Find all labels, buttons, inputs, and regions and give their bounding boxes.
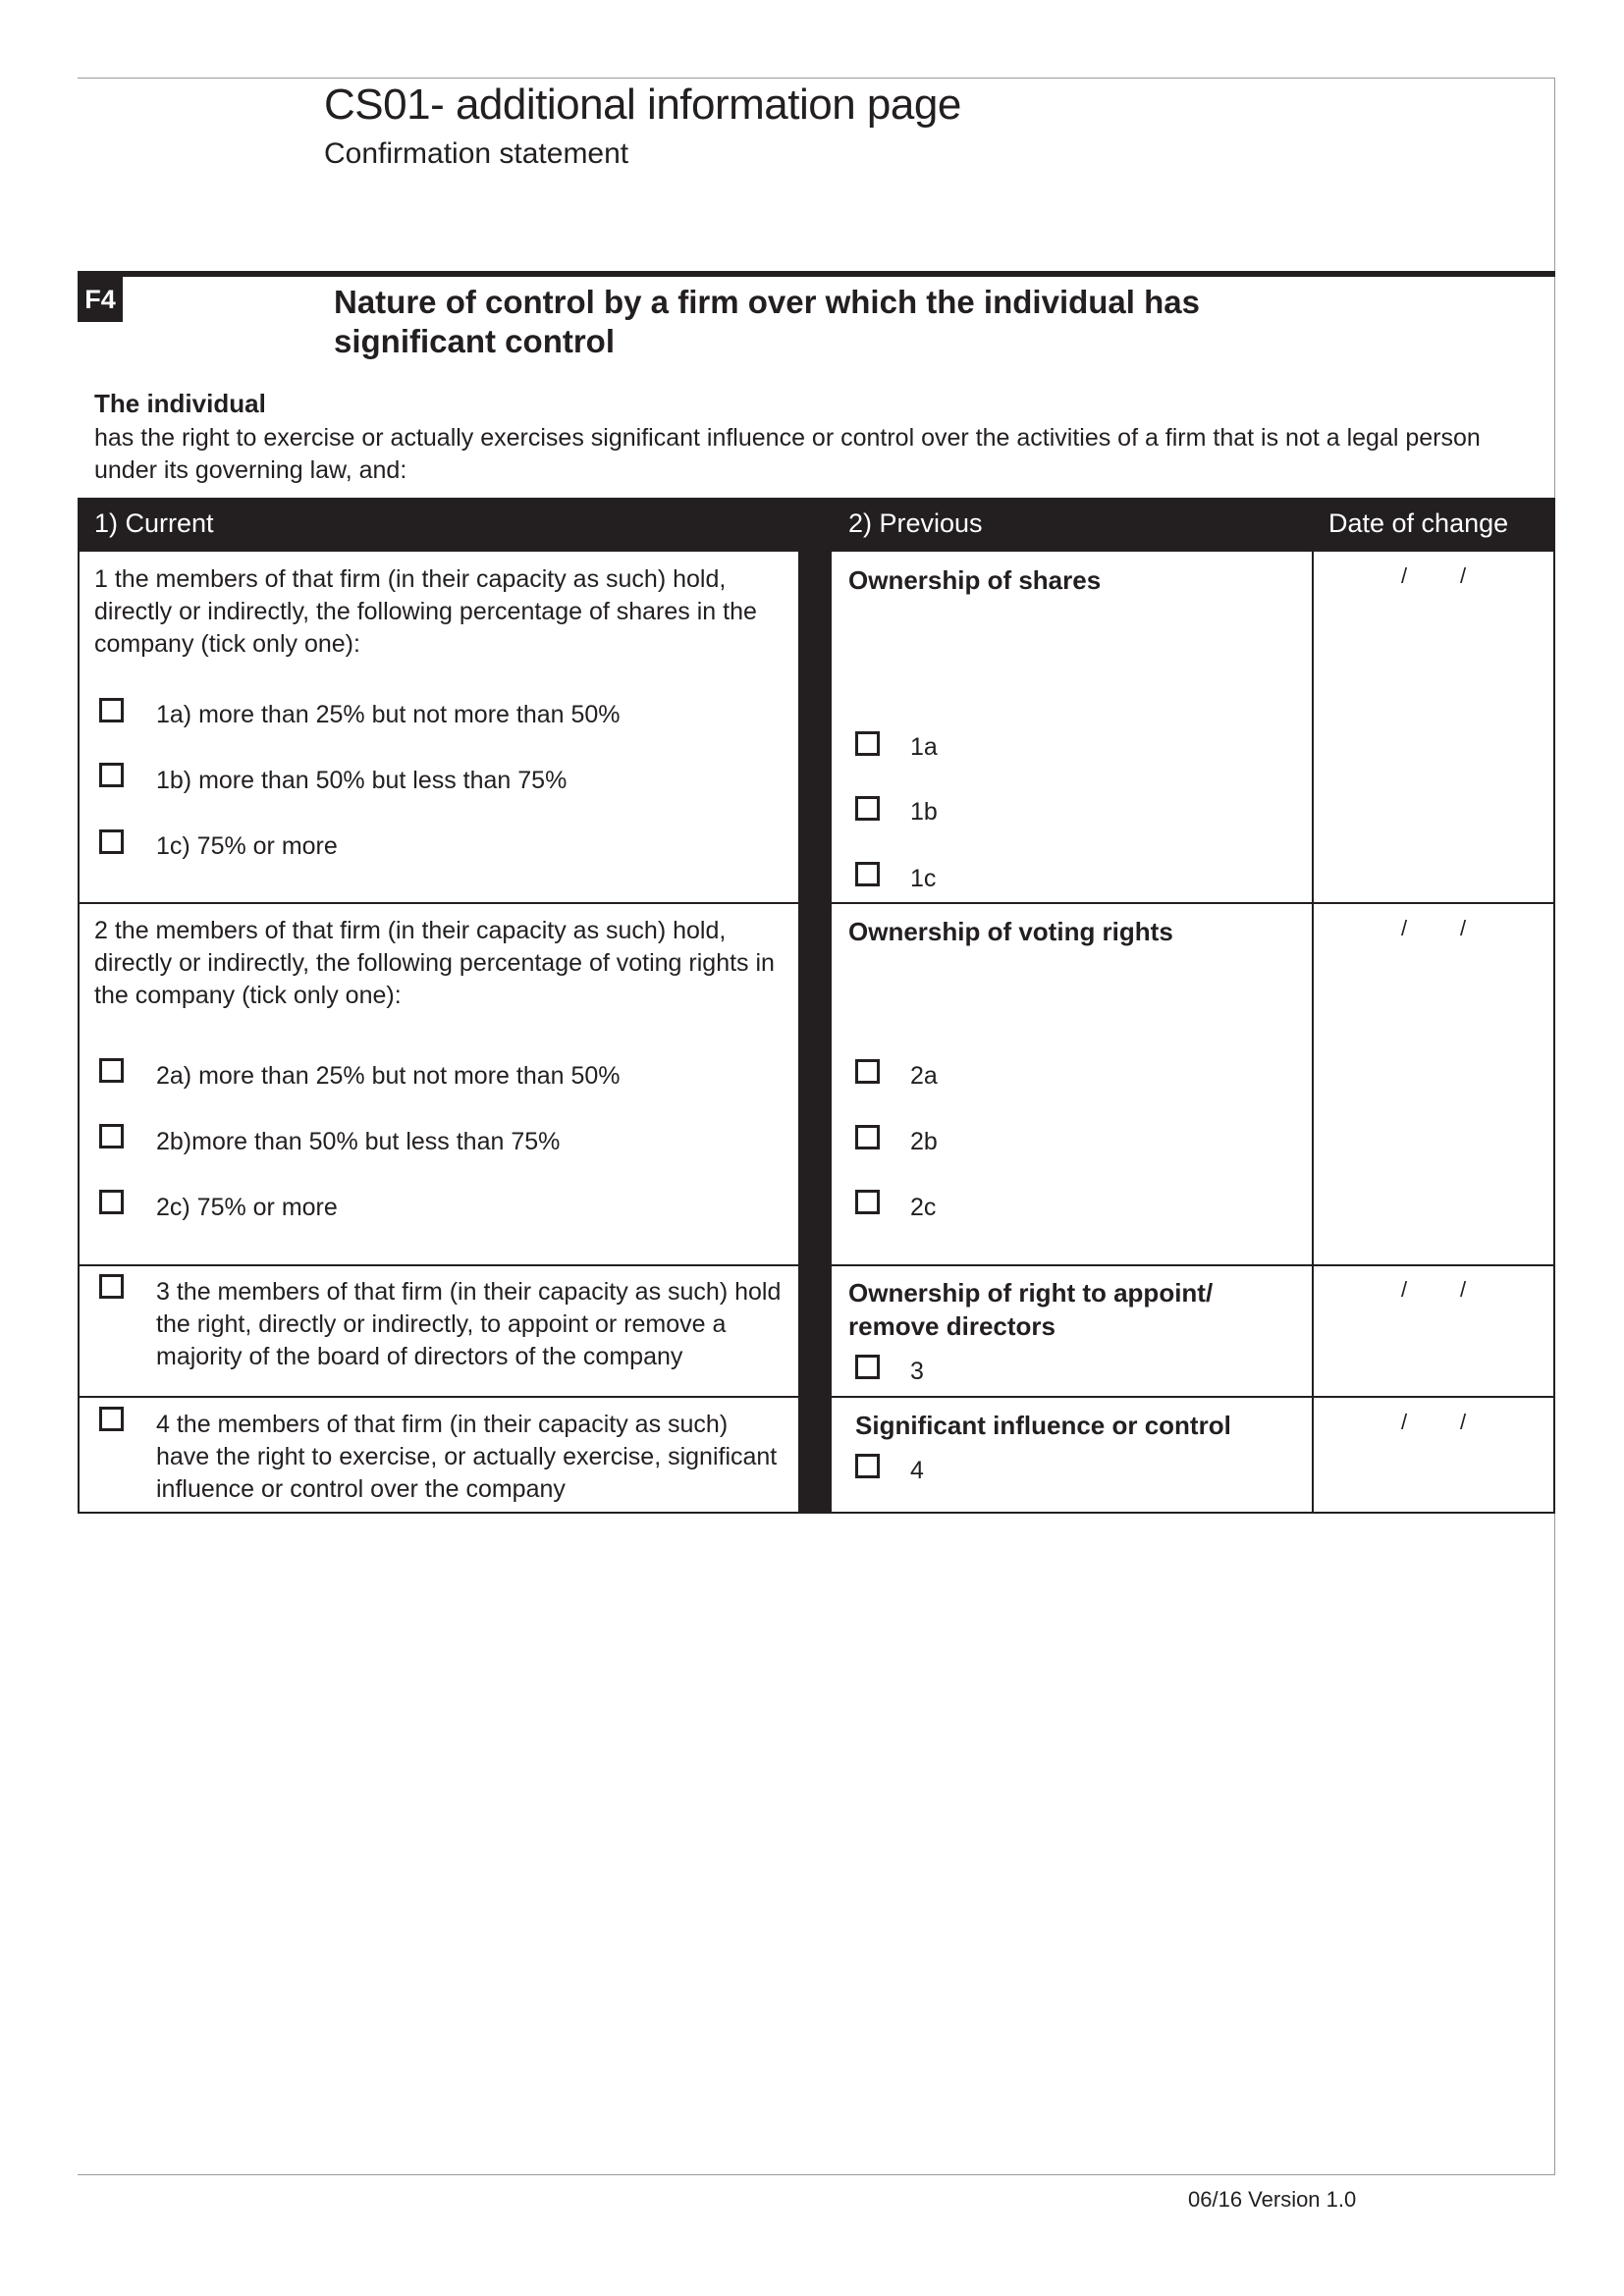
row-1-description: 1 the members of that firm (in their capacity as such) hold, directly or indirectly, the following percentage of shares in the company (tick only one): <box>94 565 757 658</box>
checkbox-2c-previous[interactable] <box>855 1190 880 1214</box>
row-3-description: 3 the members of that firm (in their capacity as such) hold the right, directly or indirectly, to appoint or remove a majority of the board of directors of the company <box>156 1278 782 1370</box>
option-label-1a: 1a) more than 25% but not more than 50% <box>156 701 621 728</box>
column-header-date-of-change: Date of change <box>1328 508 1509 538</box>
checkbox-3-previous[interactable] <box>855 1355 880 1379</box>
row-divider <box>78 1396 1555 1398</box>
checkbox-4-current[interactable] <box>99 1407 124 1431</box>
option-label-2b: 2b)more than 50% but less than 75% <box>156 1128 561 1155</box>
option-label-2a: 2a) more than 25% but not more than 50% <box>156 1062 621 1090</box>
date-separator-day-month: / <box>1401 563 1408 588</box>
column-header-current: 1) Current <box>94 508 214 538</box>
row-4-description: 4 the members of that firm (in their capacity as such) have the right to exercise, or actually exercise, significant influence or control over the company <box>156 1411 778 1503</box>
row-2-description: 2 the members of that firm (in their capacity as such) hold, directly or indirectly, the following percentage of voting rights in the company (tick only one): <box>94 917 775 1009</box>
section-badge: F4 <box>78 277 123 322</box>
row-1-previous-heading: Ownership of shares <box>848 565 1102 595</box>
document-title: CS01- additional information page <box>324 80 961 129</box>
intro-label: The individual <box>94 389 266 418</box>
document-subtitle: Confirmation statement <box>324 137 629 170</box>
checkbox-2b-current[interactable] <box>99 1124 124 1148</box>
previous-label-1b: 1b <box>910 798 938 826</box>
row-2-previous-heading: Ownership of voting rights <box>848 917 1173 946</box>
intro-text: has the right to exercise or actually exercises significant influence or control over the activities of a firm that is not a legal person under its governing law, and: <box>94 424 1481 484</box>
previous-label-2a: 2a <box>910 1062 938 1090</box>
checkbox-2c-current[interactable] <box>99 1190 124 1214</box>
row-divider <box>78 902 1555 904</box>
checkbox-1a-current[interactable] <box>99 698 124 722</box>
checkbox-3-current[interactable] <box>99 1274 124 1299</box>
page-frame-bottom <box>78 2174 1555 2175</box>
previous-label-2c: 2c <box>910 1194 937 1221</box>
date-separator-month-year: / <box>1460 1277 1467 1302</box>
table-border-bottom <box>78 1512 1555 1514</box>
page-frame-top <box>78 78 1555 79</box>
checkbox-1b-previous[interactable] <box>855 796 880 821</box>
column-header-previous: 2) Previous <box>848 508 983 538</box>
date-column-divider <box>1312 552 1314 1514</box>
date-separator-day-month: / <box>1401 916 1408 940</box>
previous-label-1a: 1a <box>910 733 938 761</box>
option-label-1b: 1b) more than 50% but less than 75% <box>156 767 568 794</box>
checkbox-1b-current[interactable] <box>99 763 124 787</box>
date-separator-day-month: / <box>1401 1410 1408 1434</box>
table-border-left <box>78 552 80 1514</box>
option-label-1c: 1c) 75% or more <box>156 832 338 860</box>
previous-label-2b: 2b <box>910 1128 938 1155</box>
row-divider <box>78 1264 1555 1266</box>
row-3-previous-heading: Ownership of right to appoint/ remove directors <box>848 1278 1214 1341</box>
checkbox-4-previous[interactable] <box>855 1454 880 1478</box>
checkbox-1a-previous[interactable] <box>855 731 880 756</box>
previous-label-1c: 1c <box>910 865 937 892</box>
option-label-2c: 2c) 75% or more <box>156 1194 338 1221</box>
checkbox-2b-previous[interactable] <box>855 1125 880 1149</box>
checkbox-2a-previous[interactable] <box>855 1059 880 1084</box>
date-separator-month-year: / <box>1460 1410 1467 1434</box>
row-4-previous-heading: Significant influence or control <box>855 1411 1231 1440</box>
table-border-right <box>1553 552 1555 1514</box>
checkbox-1c-current[interactable] <box>99 829 124 854</box>
checkbox-1c-previous[interactable] <box>855 862 880 886</box>
date-separator-month-year: / <box>1460 563 1467 588</box>
footer-version: 06/16 Version 1.0 <box>1188 2187 1357 2212</box>
section-heading: Nature of control by a firm over which the individual has significant control <box>334 284 1200 359</box>
date-separator-day-month: / <box>1401 1277 1408 1302</box>
previous-label-4: 4 <box>910 1457 924 1484</box>
section-divider <box>78 271 1555 277</box>
checkbox-2a-current[interactable] <box>99 1058 124 1083</box>
date-separator-month-year: / <box>1460 916 1467 940</box>
column-spine <box>798 552 832 1514</box>
previous-label-3: 3 <box>910 1358 924 1385</box>
